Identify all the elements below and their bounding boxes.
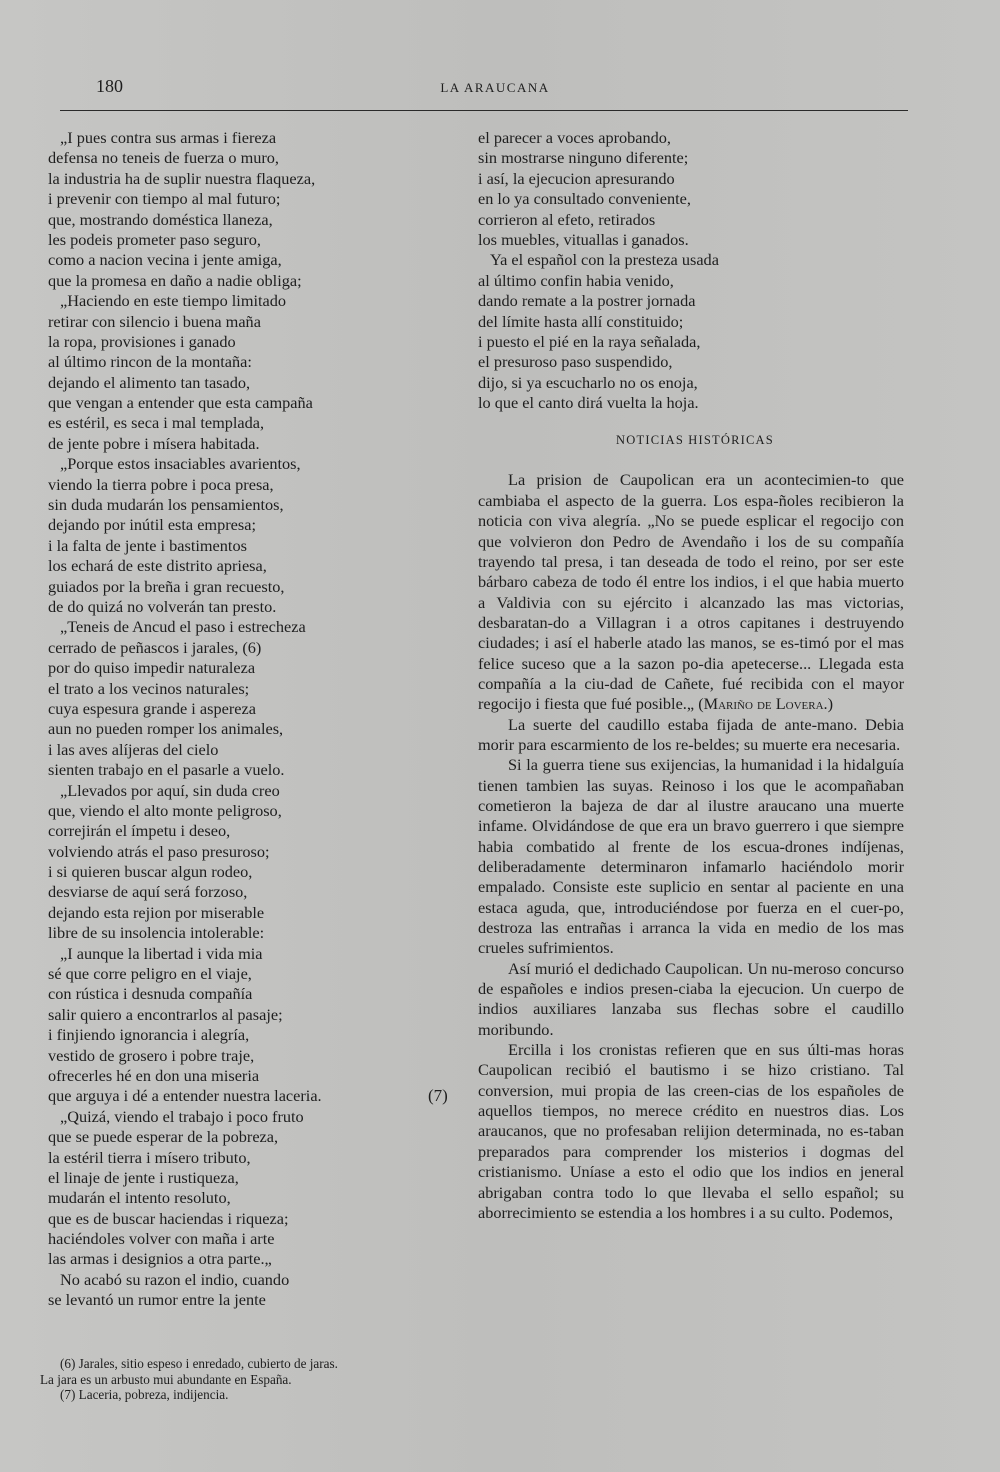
verse-text: por do quiso impedir naturaleza xyxy=(48,658,256,678)
verse-line xyxy=(48,577,458,597)
verse-text: que se puede esperar de la pobreza, xyxy=(48,1127,279,1147)
verse-line xyxy=(48,230,458,250)
page-header xyxy=(60,76,930,100)
verse-line xyxy=(478,148,904,168)
verse-text: de do quizá no volverán tan presto. xyxy=(48,596,277,616)
verse-text: ofrecerles hé en don una miseria xyxy=(48,1065,260,1085)
verse-text: guiados por la breña i gran recuesto, xyxy=(48,576,285,596)
verse-text: el presuroso paso suspendido, xyxy=(478,352,673,372)
verse-text: que es de buscar haciendas i riqueza; xyxy=(48,1208,289,1228)
paragraph xyxy=(478,755,904,958)
verse-line xyxy=(48,1249,458,1269)
verse-text: sin duda mudarán los pensamientos, xyxy=(48,495,284,515)
paragraph xyxy=(478,715,904,756)
verse-text: sin mostrarse ninguno diferente; xyxy=(478,148,689,168)
verse-text: del límite hasta allí constituido; xyxy=(478,311,684,331)
verse-line xyxy=(48,903,458,923)
verse-line xyxy=(48,1046,458,1066)
verse-line xyxy=(478,373,904,393)
verse-text: „Haciendo en este tiempo limitado xyxy=(60,291,287,311)
verse-text: „Quizá, viendo el trabajo i poco fruto xyxy=(60,1106,304,1126)
verse-line xyxy=(478,230,904,250)
verse-text: „Porque estos insaciables avarientos, xyxy=(60,454,301,474)
verse-text: i finjiendo ignorancia i alegría, xyxy=(48,1025,250,1045)
paragraph xyxy=(478,959,904,1040)
verse-line xyxy=(48,842,458,862)
verse-text: viendo la tierra pobre i poca presa, xyxy=(48,474,274,494)
verse-text: sienten trabajo en el pasarle a vuelo. xyxy=(48,760,285,780)
paragraph-text: Así murió el dedichado Caupolican. Un nu-meroso concurso de españoles e indios presen-ciaba la ejecucion. Un cuerpo de indios auxiliares lanzaba sus flechas sobre el caudillo moribundo. xyxy=(478,958,904,1039)
verse-line xyxy=(48,1229,458,1249)
left-column-verses xyxy=(48,128,458,1311)
verse-line xyxy=(48,454,458,474)
verse-text: i prevenir con tiempo al mal futuro; xyxy=(48,189,281,209)
attribution: (Mariño de Lovera.) xyxy=(698,694,834,714)
right-column-verses xyxy=(478,128,904,413)
verse-text: corrieron al efeto, retirados xyxy=(478,209,656,229)
verse-line xyxy=(48,658,458,678)
verse-line xyxy=(48,332,458,352)
verse-text: sé que corre peligro en el viaje, xyxy=(48,964,252,984)
verse-line xyxy=(48,556,458,576)
verse-line xyxy=(48,1188,458,1208)
verse-line xyxy=(478,250,904,270)
verse-text: al último rincon de la montaña: xyxy=(48,352,252,372)
historical-notes xyxy=(478,470,904,1223)
verse-text: el parecer a voces aprobando, xyxy=(478,128,672,147)
verse-text: es estéril, es seca i mal templada, xyxy=(48,413,265,433)
verse-line xyxy=(48,597,458,617)
verse-line xyxy=(48,148,458,168)
verse-line xyxy=(48,434,458,454)
verse-line xyxy=(48,475,458,495)
verse-text: No acabó su razon el indio, cuando xyxy=(60,1269,290,1289)
verse-line xyxy=(48,352,458,372)
footnotes xyxy=(40,1356,460,1403)
verse-line xyxy=(478,312,904,332)
verse-line xyxy=(48,1107,458,1127)
verse-text: libre de su insolencia intolerable: xyxy=(48,923,265,943)
verse-line xyxy=(48,862,458,882)
verse-line xyxy=(48,312,458,332)
verse-text: que, viendo el alto monte peligroso, xyxy=(48,800,282,820)
verse-text: dejando por inútil esta empresa; xyxy=(48,515,256,535)
verse-text: dejando el alimento tan tasado, xyxy=(48,372,251,392)
verse-text: „Teneis de Ancud el paso i estrecheza xyxy=(60,617,306,637)
verse-line xyxy=(48,1005,458,1025)
verse-text: desviarse de aquí será forzoso, xyxy=(48,882,248,902)
verse-line xyxy=(48,393,458,413)
verse-line xyxy=(478,169,904,189)
verse-text: dando remate a la postrer jornada xyxy=(478,291,696,311)
verse-line xyxy=(48,536,458,556)
verse-text: como a nacion vecina i jente amiga, xyxy=(48,250,282,270)
verse-text: aun no pueden romper los animales, xyxy=(48,719,284,739)
verse-line xyxy=(48,1290,458,1310)
verse-line xyxy=(48,210,458,230)
verse-text: al último confin habia venido, xyxy=(478,270,674,290)
verse-text: haciéndoles volver con maña i arte xyxy=(48,1229,275,1249)
verse-text: cerrado de peñascos i jarales, (6) xyxy=(48,637,262,657)
verse-line xyxy=(48,964,458,984)
verse-line xyxy=(48,495,458,515)
verse-text: los echará de este distrito apriesa, xyxy=(48,556,267,576)
verse-line xyxy=(48,1209,458,1229)
verse-text: mudarán el intento resoluto, xyxy=(48,1188,231,1208)
right-column xyxy=(478,128,904,1223)
verse-line xyxy=(478,352,904,372)
verse-line xyxy=(478,332,904,352)
section-title: NOTICIAS HISTÓRICAS xyxy=(616,433,774,448)
verse-line xyxy=(48,373,458,393)
verse-text: la ropa, provisiones i ganado xyxy=(48,331,236,351)
verse-text: que arguya i dé a entender nuestra laceria. xyxy=(48,1086,322,1106)
footnote: (7) Laceria, pobreza, indijencia. xyxy=(60,1387,229,1402)
verse-text: con rústica i desnuda compañía xyxy=(48,984,253,1004)
verse-line xyxy=(48,1127,458,1147)
verse-text: defensa no teneis de fuerza o muro, xyxy=(48,148,280,168)
verse-text: i así, la ejecucion apresurando xyxy=(478,168,675,188)
verse-line xyxy=(478,271,904,291)
verse-line xyxy=(478,189,904,209)
verse-line xyxy=(48,801,458,821)
verse-line xyxy=(48,882,458,902)
verse-line xyxy=(48,1270,458,1290)
verse-line xyxy=(48,944,458,964)
running-title: LA ARAUCANA xyxy=(440,80,550,95)
verse-text: lo que el canto dirá vuelta la hoja. xyxy=(478,393,699,413)
verse-text: retirar con silencio i buena maña xyxy=(48,311,261,331)
paragraph xyxy=(478,1040,904,1223)
verse-line xyxy=(48,923,458,943)
verse-line xyxy=(478,128,904,148)
verse-line xyxy=(48,128,458,148)
verse-text: correjirán el ímpetu i deseo, xyxy=(48,821,231,841)
verse-text: salir quiero a encontrarlos al pasaje; xyxy=(48,1004,283,1024)
verse-text: cuya espesura grande i aspereza xyxy=(48,698,256,718)
verse-line xyxy=(478,291,904,311)
verse-line xyxy=(48,699,458,719)
verse-text: que vengan a entender que esta campaña xyxy=(48,393,313,413)
verse-line xyxy=(478,210,904,230)
verse-text: la estéril tierra i mísero tributo, xyxy=(48,1147,251,1167)
verse-line xyxy=(48,740,458,760)
verse-line xyxy=(48,719,458,739)
paragraph-text: Ercilla i los cronistas refieren que en sus últi-mas horas Caupolican recibió el bautismo i se hizo cristiano. Tal conversion, mui propia de las creen-cias de los españoles de aquellos tiempos, no merece crédito en nuestros dias. Los araucanos, que no profesaban relijion determinada, no es-taban preparados para comprender los misterios i dogmas del cristianismo. Uníase a esto el odio que los indios en jeneral abrigaban contra todo lo que llevaba el sello español; su aborrecimiento se estendia a los hombres i a su culto. Podemos, xyxy=(478,1040,904,1222)
verse-line xyxy=(48,291,458,311)
verse-text: que, mostrando doméstica llaneza, xyxy=(48,209,273,229)
verse-line xyxy=(48,1168,458,1188)
verse-line xyxy=(48,1148,458,1168)
verse-text: las armas i designios a otra parte.„ xyxy=(48,1249,272,1269)
verse-line xyxy=(48,984,458,1004)
verse-line xyxy=(48,515,458,535)
verse-text: i si quieren buscar algun rodeo, xyxy=(48,862,253,882)
verse-text: les podeis prometer paso seguro, xyxy=(48,229,261,249)
verse-text: el trato a los vecinos naturales; xyxy=(48,678,250,698)
verse-line xyxy=(48,1086,458,1106)
verse-text: dejando esta rejion por miserable xyxy=(48,902,265,922)
verse-line xyxy=(48,760,458,780)
verse-text: dijo, si ya escucharlo no os enoja, xyxy=(478,372,698,392)
verse-line xyxy=(48,413,458,433)
verse-line xyxy=(48,1025,458,1045)
header-rule xyxy=(60,110,908,111)
verse-text: i las aves alíjeras del cielo xyxy=(48,739,219,759)
verse-line xyxy=(48,189,458,209)
verse-text: i puesto el pié en la raya señalada, xyxy=(478,331,701,351)
verse-line xyxy=(48,821,458,841)
verse-line xyxy=(478,393,904,413)
paragraph-text: Si la guerra tiene sus exijencias, la humanidad i la hidalguía tienen tambien las suyas. Reinoso i los que le acompañaban cometieron la bajeza de dar al ilustre araucano una muerte infame. Olvidándose de que era un bravo guerrero i que siempre habia combatido al frente de los escua-drones indíjenas, deliberadamente determinaron infamarlo haciéndolo morir empalado. Consiste este suplicio en sentar al paciente en una estaca aguda, que, introduciéndose por fuerza en el cuer-po, destroza las entrañas i arranca la vida en medio de los mas crueles sufrimientos. xyxy=(478,755,904,958)
paragraph-text: La suerte del caudillo estaba fijada de ante-mano. Debia morir para escarmiento de los re-beldes; su muerte era necesaria. xyxy=(478,714,904,754)
verse-text: „Llevados por aquí, sin duda creo xyxy=(60,780,280,800)
verse-text: vestido de grosero i pobre traje, xyxy=(48,1045,255,1065)
verse-text: se levantó un rumor entre la jente xyxy=(48,1290,266,1310)
verse-text: que la promesa en daño a nadie obliga; xyxy=(48,270,302,290)
verse-text: i la falta de jente i bastimentos xyxy=(48,535,247,555)
verse-line xyxy=(48,250,458,270)
verse-line xyxy=(48,271,458,291)
verse-text: en lo ya consultado conveniente, xyxy=(478,189,691,209)
page-number: 180 xyxy=(96,76,123,96)
verse-text: Ya el español con la presteza usada xyxy=(490,250,719,270)
verse-text: de jente pobre i mísera habitada. xyxy=(48,433,260,453)
paragraph xyxy=(478,470,904,714)
verse-line xyxy=(48,781,458,801)
footnote-ref: (7) xyxy=(428,1086,448,1106)
verse-text: los muebles, vituallas i ganados. xyxy=(478,229,689,249)
verse-text: la industria ha de suplir nuestra flaqueza, xyxy=(48,168,316,188)
footnote: La jara es un arbusto mui abundante en España. xyxy=(40,1371,292,1387)
footnote: (6) Jarales, sitio espeso i enredado, cubierto de jaras. xyxy=(60,1356,338,1371)
verse-text: „I pues contra sus armas i fiereza xyxy=(60,128,277,147)
verse-line xyxy=(48,638,458,658)
verse-text: volviendo atrás el paso presuroso; xyxy=(48,841,270,861)
paragraph-text: La prision de Caupolican era un acontecimien-to que cambiaba el aspecto de la guerra. Los espa-ñoles recibieron la noticia con viva alegría. „No se puede esplicar el regocijo con que volvieron don Pedro de Avendaño i los de su compañía trayendo tal presa, i tan deseada de todo el reino, por ser este bárbaro cabeza de todo él entre los indios, i el que habia muerto a Valdivia con su ejército i alcanzado las mas victorias, desbaratan-do a Villagran i a otros capitanes i destruyendo ciudades; i así el haberle atado las manos, se es-timó por el mas felice suceso que a la sazon po-dia apetecerse... Llegada esta compañía a la ciu-dad de Cañete, fué recibida con el mayor regocijo i fiesta que fué posible.„ xyxy=(478,470,904,714)
verse-text: el linaje de jente i rustiqueza, xyxy=(48,1167,239,1187)
verse-line xyxy=(48,1066,458,1086)
verse-line xyxy=(48,617,458,637)
verse-text: „I aunque la libertad i vida mia xyxy=(60,943,263,963)
verse-line xyxy=(48,169,458,189)
verse-line xyxy=(48,679,458,699)
